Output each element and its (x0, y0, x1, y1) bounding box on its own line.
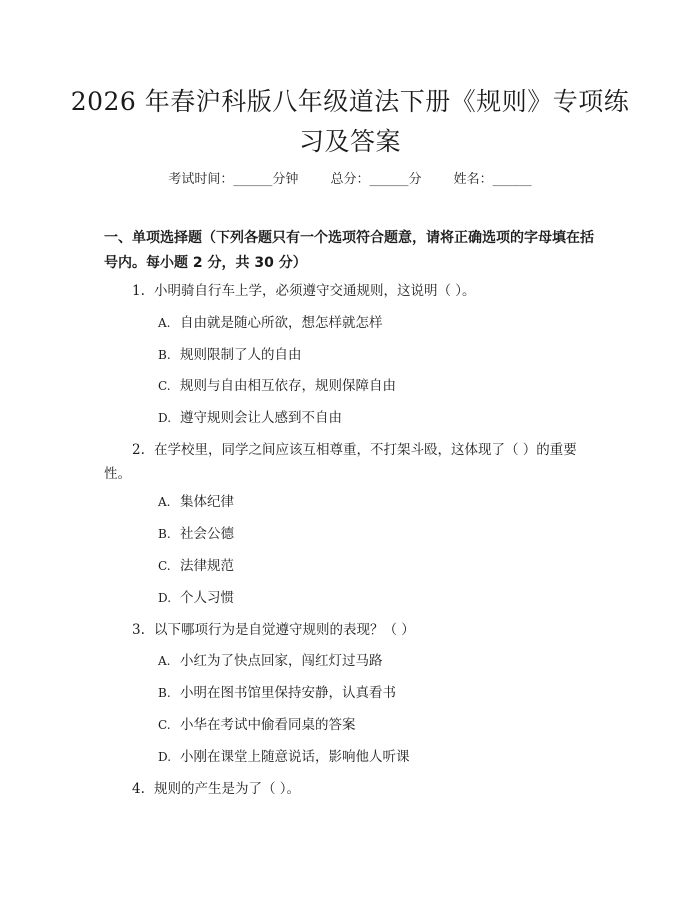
option-1c: C. 规则与自由相互依存，规则保障自由 (158, 378, 396, 394)
question-text: 小明骑自行车上学，必须遵守交通规则，这说明（ ）。 (154, 283, 476, 299)
option-1b: B. 规则限制了人的自由 (158, 347, 302, 363)
option-3a: A. 小红为了快点回家，闯红灯过马路 (158, 653, 383, 669)
question-number: 3. (132, 622, 145, 638)
document-title: 2026 年春沪科版八年级道法下册《规则》专项练习及答案 (70, 87, 630, 156)
question-4 (104, 777, 599, 801)
question-text: 以下哪项行为是自觉遵守规则的表现？（ ） (154, 622, 415, 638)
student-name: 姓名：______ (453, 172, 532, 187)
option-2a: A. 集体纪律 (158, 494, 234, 510)
question-number: 4. (132, 781, 145, 797)
option-3c: C. 小华在考试中偷看同桌的答案 (158, 717, 356, 733)
question-3 (104, 618, 599, 642)
question-text: 规则的产生是为了（ ）。 (154, 781, 301, 797)
option-3b: B. 小明在图书馆里保持安静，认真看书 (158, 685, 396, 701)
option-3d: D. 小刚在课堂上随意说话，影响他人听课 (158, 749, 410, 765)
question-text: 在学校里，同学之间应该互相尊重，不打架斗殴，这体现了（ ）的重要性。 (104, 442, 577, 482)
question-number: 1. (132, 283, 145, 299)
section-heading: 一、单项选择题（下列各题只有一个选项符合题意，请将正确选项的字母填在括号内。每小题 2 分，共 30 分） (104, 230, 594, 271)
question-1 (104, 279, 599, 303)
total-score: 总分：______分 (330, 172, 422, 187)
question-2 (104, 438, 599, 486)
option-1d: D. 遵守规则会让人感到不自由 (158, 410, 342, 426)
question-number: 2. (132, 442, 145, 458)
option-2b: B. 社会公德 (158, 526, 234, 542)
exam-info (0, 168, 700, 187)
option-1a: A. 自由就是随心所欲，想怎样就怎样 (158, 315, 383, 331)
option-2d: D. 个人习惯 (158, 590, 234, 606)
exam-time: 考试时间：______分钟 (168, 172, 299, 187)
option-2c: C. 法律规范 (158, 558, 234, 574)
